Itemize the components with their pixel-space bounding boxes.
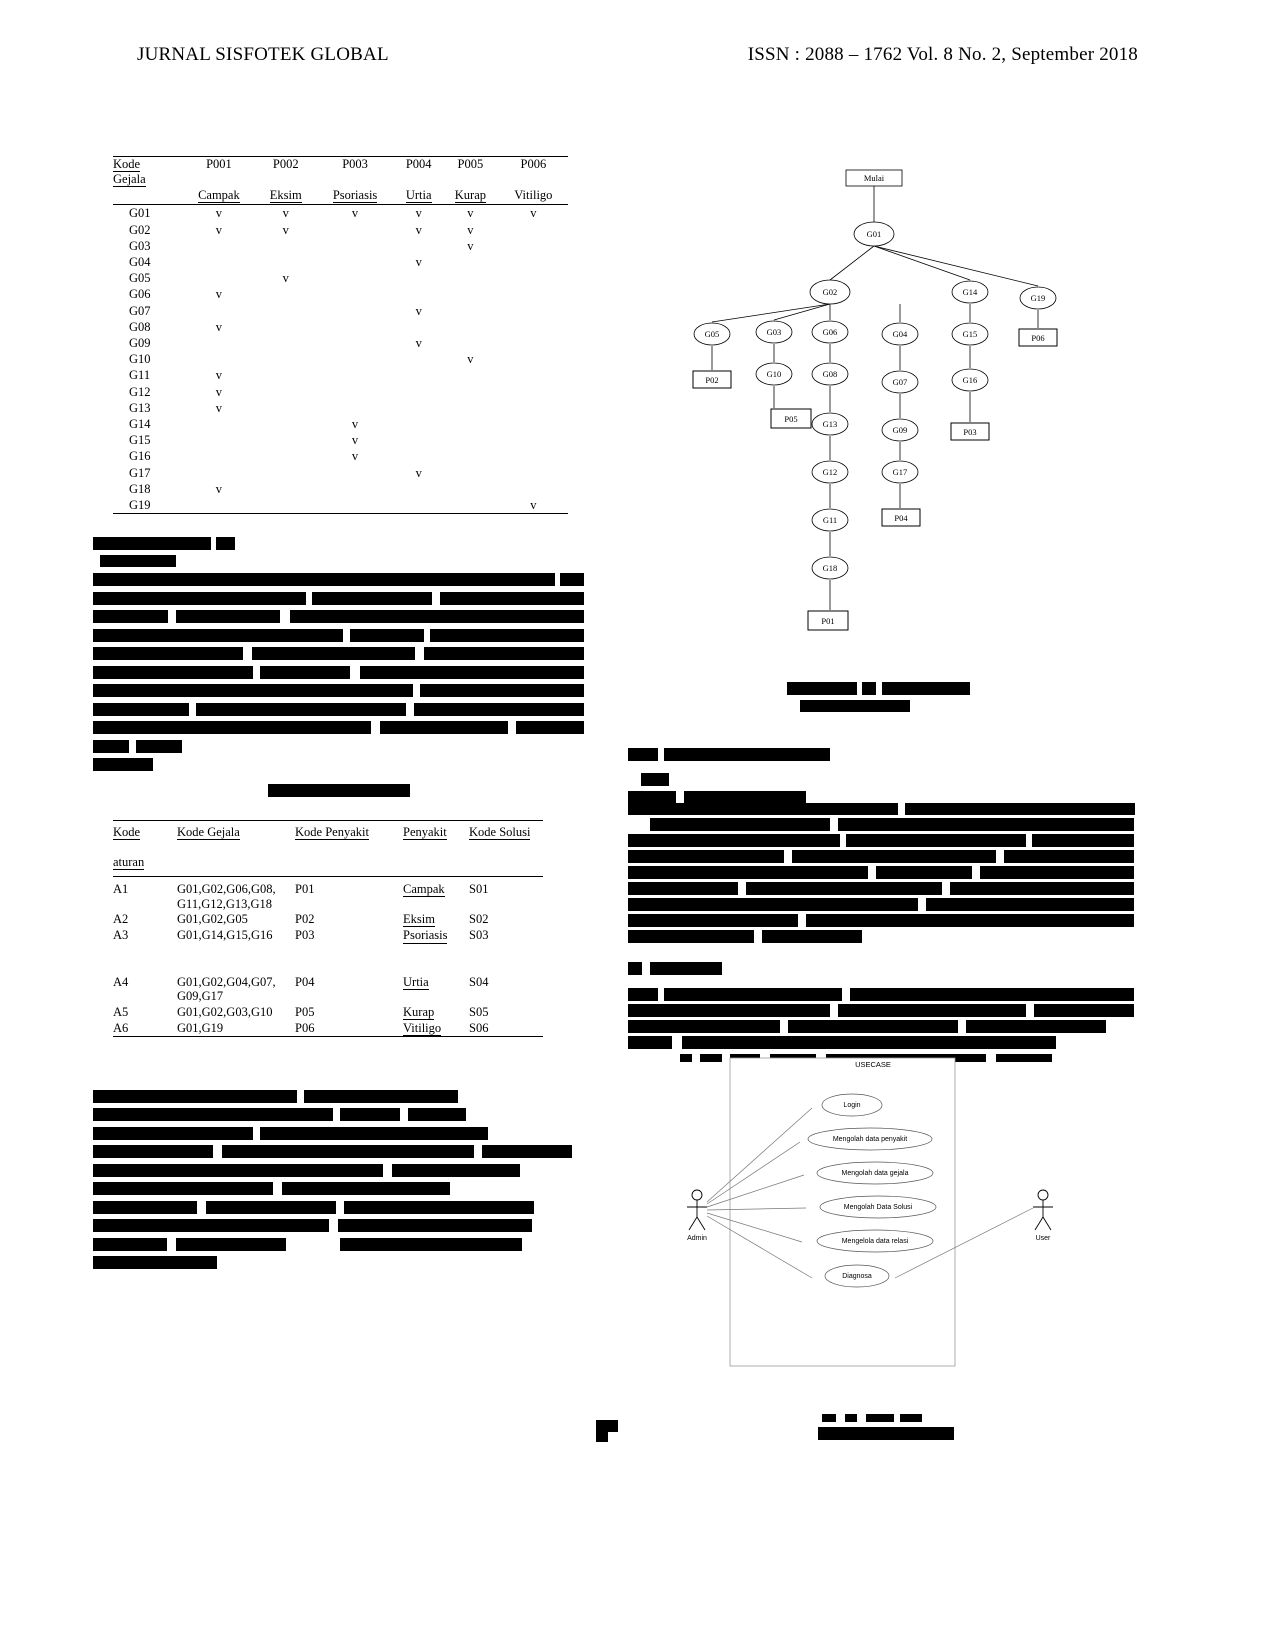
rule-code: A5 <box>113 1004 129 1019</box>
matrix-cell <box>442 254 499 270</box>
matrix-disease-name: Urtia <box>405 188 432 203</box>
rule-disease-name: Urtia <box>403 974 429 989</box>
rule-disease-code: P04 <box>295 974 315 989</box>
matrix-cell <box>442 448 499 464</box>
matrix-cell <box>499 367 568 383</box>
rule-solution-code: S06 <box>469 1020 489 1035</box>
matrix-symptom-code: G17 <box>129 465 151 480</box>
matrix-cell <box>395 448 442 464</box>
matrix-cell <box>257 286 315 302</box>
matrix-disease-name: Eksim <box>269 188 302 203</box>
usecase-label: Mengolah data penyakit <box>832 1136 908 1143</box>
matrix-cell <box>499 400 568 416</box>
matrix-symptom-code: G15 <box>129 433 151 448</box>
table-row <box>113 367 568 383</box>
table-row <box>113 927 543 943</box>
matrix-cell <box>257 238 315 254</box>
rule-solution-code: S04 <box>469 974 489 989</box>
matrix-cell: v <box>467 238 474 253</box>
matrix-cell: v <box>467 222 474 237</box>
table-row <box>113 351 568 367</box>
rule-disease-code: P01 <box>295 882 315 897</box>
svg-text:User: User <box>1035 1235 1051 1242</box>
rule-solution-code: S02 <box>469 912 489 927</box>
matrix-cell <box>257 367 315 383</box>
rules-header-cell: Kode Solusi <box>469 825 531 839</box>
matrix-cell <box>442 384 499 400</box>
matrix-cell <box>442 497 499 514</box>
svg-text:G18: G18 <box>822 563 838 573</box>
matrix-cell <box>315 222 396 238</box>
matrix-symptom-code: G08 <box>129 319 151 334</box>
rules-header-cell: Kode Penyakit <box>295 825 369 839</box>
svg-text:G17: G17 <box>892 467 908 477</box>
matrix-cell: v <box>351 433 359 448</box>
rule-solution-code: S03 <box>469 928 489 943</box>
rule-disease-name: Campak <box>403 882 445 897</box>
svg-text:P01: P01 <box>821 616 835 626</box>
matrix-cell <box>315 303 396 319</box>
matrix-cell <box>499 238 568 254</box>
matrix-cell <box>181 351 257 367</box>
matrix-symptom-code: G06 <box>129 287 151 302</box>
matrix-symptom-code: G04 <box>129 254 151 269</box>
matrix-symptom-code: G07 <box>129 303 151 318</box>
matrix-cell <box>181 335 257 351</box>
matrix-cell <box>181 448 257 464</box>
matrix-cell <box>442 286 499 302</box>
rule-disease-name: Vitiligo <box>403 1020 442 1035</box>
matrix-cell: v <box>351 206 359 221</box>
symptom-disease-matrix <box>113 156 568 514</box>
svg-text:G16: G16 <box>962 375 978 385</box>
matrix-cell <box>257 319 315 335</box>
matrix-cell <box>257 384 315 400</box>
matrix-cell <box>257 432 315 448</box>
matrix-cell <box>181 270 257 286</box>
usecase-label: Mengelola data relasi <box>841 1238 909 1245</box>
matrix-cell <box>442 465 499 481</box>
matrix-cell <box>499 384 568 400</box>
rule-symptoms: G01,G14,G15,G16 <box>177 928 273 943</box>
rules-header-cell: Kode <box>113 825 141 839</box>
matrix-corner-label: Kode Gejala <box>113 157 146 187</box>
svg-text:G07: G07 <box>892 377 908 387</box>
matrix-cell <box>395 270 442 286</box>
svg-text:G09: G09 <box>892 425 908 435</box>
matrix-cell <box>315 481 396 497</box>
rules-header-second-line: aturan <box>113 855 145 870</box>
matrix-symptom-code: G09 <box>129 336 151 350</box>
matrix-cell <box>257 481 315 497</box>
matrix-cell <box>315 286 396 302</box>
actor-admin <box>687 1190 707 1230</box>
rule-disease-name: Eksim <box>403 912 435 927</box>
svg-text:Admin: Admin <box>687 1235 707 1242</box>
matrix-cell: v <box>415 303 422 318</box>
matrix-cell <box>442 416 499 432</box>
table-row <box>113 497 568 514</box>
matrix-cell <box>442 319 499 335</box>
matrix-symptom-code: G13 <box>129 400 151 415</box>
rule-code: A2 <box>113 912 129 927</box>
matrix-cell <box>257 497 315 514</box>
table-row <box>113 974 543 1004</box>
table-row <box>113 877 543 912</box>
svg-text:G04: G04 <box>892 329 908 339</box>
rule-symptoms: G01,G02,G04,G07, G09,G17 <box>177 974 276 1003</box>
matrix-cell: v <box>415 222 422 237</box>
matrix-cell <box>395 384 442 400</box>
rule-code: A3 <box>113 928 129 943</box>
matrix-cell <box>442 432 499 448</box>
matrix-cell: v <box>215 384 223 399</box>
table-row <box>113 1004 543 1020</box>
matrix-cell <box>315 497 396 514</box>
matrix-cell <box>442 303 499 319</box>
matrix-cell <box>315 400 396 416</box>
matrix-cell <box>442 481 499 497</box>
matrix-cell <box>499 416 568 432</box>
matrix-disease-name: Psoriasis <box>332 188 378 203</box>
matrix-disease-code: P001 <box>206 157 232 171</box>
rule-disease-name: Psoriasis <box>403 928 448 943</box>
matrix-symptom-code: G18 <box>129 481 151 496</box>
rule-symptoms: G01,G02,G03,G10 <box>177 1004 273 1019</box>
matrix-cell <box>395 286 442 302</box>
table-spacer-row <box>113 944 543 974</box>
svg-text:G02: G02 <box>822 287 838 297</box>
rule-code: A4 <box>113 974 129 989</box>
matrix-cell <box>257 465 315 481</box>
matrix-disease-code: P006 <box>520 157 547 171</box>
rule-solution-code: S01 <box>469 882 489 897</box>
tree-start-label: Mulai <box>863 173 885 183</box>
table-row <box>113 481 568 497</box>
matrix-cell: v <box>215 481 223 496</box>
svg-text:P02: P02 <box>705 375 719 385</box>
svg-text:P06: P06 <box>1031 333 1045 343</box>
page-header <box>137 44 1137 66</box>
matrix-cell: v <box>530 498 537 513</box>
table-row <box>113 465 568 481</box>
matrix-cell <box>315 335 396 351</box>
matrix-disease-name: Campak <box>198 188 240 203</box>
matrix-cell <box>442 335 499 351</box>
matrix-symptom-code: G11 <box>129 368 151 383</box>
matrix-cell <box>315 270 396 286</box>
matrix-symptom-code: G05 <box>129 271 151 286</box>
svg-text:G05: G05 <box>704 329 720 339</box>
rule-solution-code: S05 <box>469 1004 489 1019</box>
matrix-cell <box>499 303 568 319</box>
svg-text:G03: G03 <box>766 327 782 337</box>
matrix-cell <box>499 222 568 238</box>
svg-text:P04: P04 <box>894 513 908 523</box>
matrix-cell <box>442 400 499 416</box>
table-row <box>113 432 568 448</box>
matrix-cell <box>499 481 568 497</box>
matrix-cell <box>499 448 568 464</box>
matrix-cell <box>315 351 396 367</box>
matrix-cell <box>315 319 396 335</box>
usecase-diagram <box>660 1050 1080 1380</box>
table-row <box>113 319 568 335</box>
matrix-symptom-code: G12 <box>129 384 151 399</box>
rule-symptoms: G01,G02,G06,G08, G11,G12,G13,G18 <box>177 882 276 911</box>
matrix-disease-name: Vitiligo <box>514 188 553 203</box>
matrix-cell <box>181 238 257 254</box>
matrix-cell <box>499 432 568 448</box>
matrix-cell <box>257 335 315 351</box>
rule-symptoms: G01,G19 <box>177 1020 224 1035</box>
svg-text:G10: G10 <box>766 369 782 379</box>
matrix-cell <box>395 238 442 254</box>
matrix-cell <box>181 432 257 448</box>
matrix-cell <box>257 416 315 432</box>
matrix-symptom-code: G02 <box>129 222 151 237</box>
matrix-disease-name: Kurap <box>454 188 486 203</box>
rule-disease-code: P05 <box>295 1004 315 1019</box>
matrix-disease-code: P005 <box>457 157 484 171</box>
matrix-cell: v <box>215 368 223 383</box>
table-row <box>113 1020 543 1037</box>
matrix-cell <box>315 465 396 481</box>
matrix-cell <box>257 448 315 464</box>
matrix-symptom-code: G14 <box>129 417 151 432</box>
table-caption-redacted-1 <box>268 784 410 797</box>
table-row <box>113 286 568 302</box>
matrix-cell: v <box>530 206 537 221</box>
matrix-symptom-code: G03 <box>129 238 151 253</box>
table-row <box>113 448 568 464</box>
matrix-disease-code: P004 <box>405 157 432 171</box>
matrix-disease-code: P003 <box>342 157 368 171</box>
matrix-cell <box>442 270 499 286</box>
matrix-cell: v <box>215 400 223 415</box>
table-row <box>113 911 543 927</box>
matrix-cell <box>181 416 257 432</box>
matrix-cell: v <box>467 206 474 221</box>
matrix-cell <box>315 238 396 254</box>
table-row <box>113 303 568 319</box>
matrix-cell: v <box>282 222 289 237</box>
matrix-cell <box>181 254 257 270</box>
usecase-label: Diagnosa <box>842 1273 872 1280</box>
rule-disease-name: Kurap <box>403 1004 435 1019</box>
table-row <box>113 254 568 270</box>
table-row <box>113 205 568 222</box>
matrix-cell: v <box>415 254 422 269</box>
svg-text:G01: G01 <box>866 229 882 239</box>
matrix-cell <box>395 367 442 383</box>
matrix-cell <box>181 303 257 319</box>
matrix-cell <box>395 319 442 335</box>
matrix-cell <box>499 270 568 286</box>
svg-text:P05: P05 <box>784 414 798 424</box>
matrix-cell <box>395 432 442 448</box>
matrix-cell <box>257 400 315 416</box>
rule-disease-code: P06 <box>295 1020 315 1035</box>
svg-text:G19: G19 <box>1030 293 1046 303</box>
matrix-cell: v <box>467 352 474 367</box>
svg-text:G06: G06 <box>822 327 838 337</box>
matrix-cell <box>257 351 315 367</box>
svg-text:G12: G12 <box>822 467 838 477</box>
rule-disease-code: P03 <box>295 928 315 943</box>
matrix-cell <box>315 367 396 383</box>
rule-disease-code: P02 <box>295 912 315 927</box>
matrix-cell: v <box>351 417 359 432</box>
decision-tree-diagram <box>660 160 1080 680</box>
matrix-cell <box>499 465 568 481</box>
rule-code: A1 <box>113 882 129 897</box>
table-row <box>113 384 568 400</box>
table-row <box>113 238 568 254</box>
matrix-symptom-code: G01 <box>129 206 151 221</box>
matrix-cell <box>499 319 568 335</box>
rules-header-cell: Kode Gejala <box>177 825 240 839</box>
matrix-cell <box>499 335 568 351</box>
matrix-symptom-code: G10 <box>129 352 151 367</box>
matrix-cell <box>499 286 568 302</box>
matrix-symptom-code: G19 <box>129 498 151 513</box>
usecase-title: USECASE <box>855 1060 891 1069</box>
matrix-cell <box>257 254 315 270</box>
actor-user <box>1033 1190 1053 1230</box>
matrix-cell: v <box>415 336 422 350</box>
svg-text:G08: G08 <box>822 369 838 379</box>
svg-text:G11: G11 <box>822 515 838 525</box>
matrix-cell: v <box>215 319 223 334</box>
usecase-label: Login <box>843 1102 861 1109</box>
journal-title: JURNAL SISFOTEK GLOBAL <box>137 44 389 65</box>
table-row <box>113 222 568 238</box>
table-row <box>113 270 568 286</box>
table-row <box>113 416 568 432</box>
matrix-cell: v <box>282 206 289 221</box>
table-row <box>113 400 568 416</box>
table-row <box>113 335 568 351</box>
matrix-cell: v <box>215 206 223 221</box>
matrix-cell <box>315 384 396 400</box>
matrix-cell: v <box>282 271 289 286</box>
matrix-cell <box>315 254 396 270</box>
rule-code: A6 <box>113 1020 129 1035</box>
matrix-cell <box>395 351 442 367</box>
matrix-cell <box>499 254 568 270</box>
svg-text:P03: P03 <box>963 427 977 437</box>
matrix-cell <box>257 303 315 319</box>
matrix-disease-code: P002 <box>272 157 299 171</box>
matrix-symptom-code: G16 <box>129 449 151 464</box>
rule-symptoms: G01,G02,G05 <box>177 912 248 927</box>
matrix-cell: v <box>215 287 223 302</box>
usecase-label: Mengolah data gejala <box>841 1170 909 1177</box>
matrix-cell: v <box>215 222 223 237</box>
svg-text:G15: G15 <box>962 329 978 339</box>
svg-text:G14: G14 <box>962 287 978 297</box>
matrix-cell <box>442 367 499 383</box>
matrix-cell: v <box>351 449 359 464</box>
rule-base-table <box>113 820 543 1037</box>
usecase-label: Mengolah Data Solusi <box>843 1204 913 1211</box>
matrix-cell <box>181 497 257 514</box>
matrix-cell <box>181 465 257 481</box>
matrix-cell <box>395 497 442 514</box>
matrix-cell <box>395 416 442 432</box>
matrix-cell <box>499 351 568 367</box>
matrix-cell <box>395 400 442 416</box>
matrix-cell: v <box>415 465 422 480</box>
matrix-cell: v <box>415 206 422 221</box>
issn-line: ISSN : 2088 – 1762 Vol. 8 No. 2, September 2018 <box>747 44 1138 65</box>
svg-text:G13: G13 <box>822 419 838 429</box>
matrix-cell <box>395 481 442 497</box>
rules-header-cell: Penyakit <box>403 825 447 839</box>
